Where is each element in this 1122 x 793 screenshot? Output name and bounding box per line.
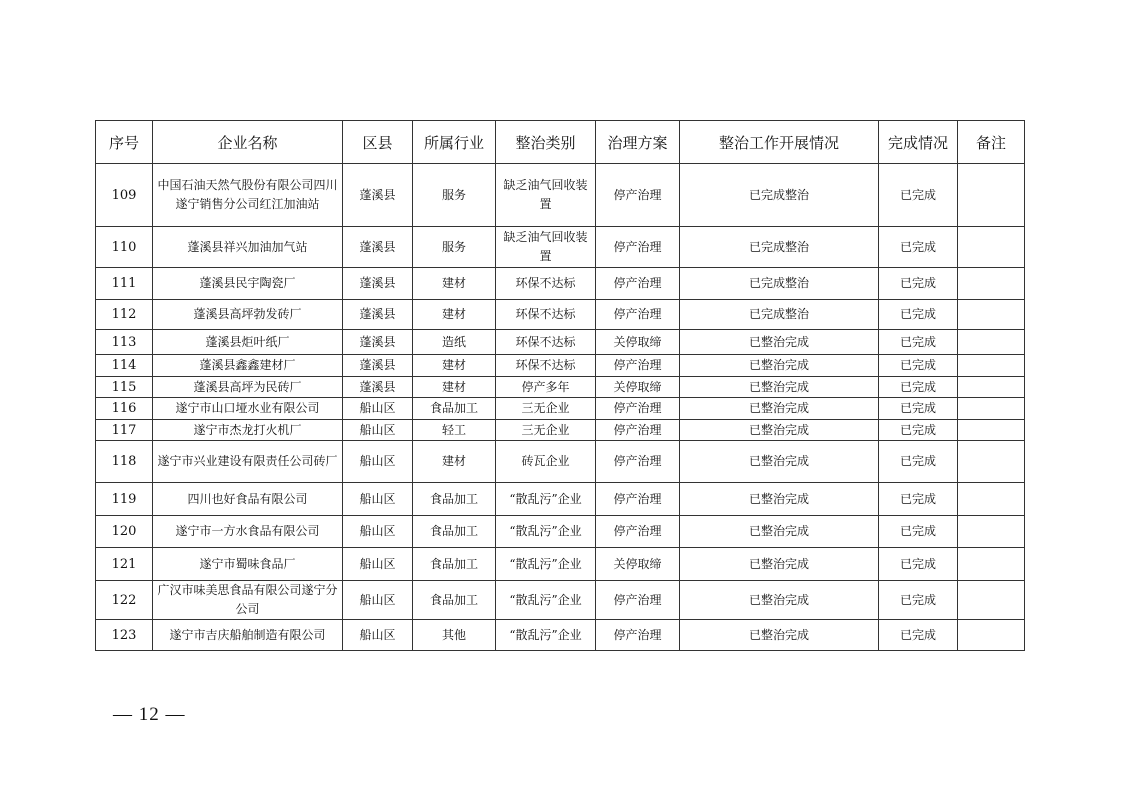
table-row — [96, 548, 1025, 581]
progress-cell: 已整治完成 — [680, 483, 879, 516]
treatment-plan-cell: 关停取缔 — [596, 377, 680, 398]
county-cell: 蓬溪县 — [343, 377, 413, 398]
table-row — [96, 516, 1025, 548]
county-cell: 蓬溪县 — [343, 227, 413, 268]
category-cell: 环保不达标 — [496, 300, 596, 330]
remark-cell — [958, 330, 1025, 355]
row-no-cell: 123 — [96, 620, 153, 651]
county-cell: 船山区 — [343, 420, 413, 441]
industry-cell: 食品加工 — [413, 581, 496, 620]
completion-status-cell: 已完成 — [879, 330, 958, 355]
row-no-cell: 109 — [96, 164, 153, 227]
category-cell: “散乱污”企业 — [496, 581, 596, 620]
row-no-cell: 114 — [96, 355, 153, 377]
treatment-plan-cell: 停产治理 — [596, 441, 680, 483]
progress-cell: 已整治完成 — [680, 330, 879, 355]
table-header-row — [96, 121, 1025, 164]
treatment-plan-cell: 停产治理 — [596, 164, 680, 227]
page-number: — 12 — — [113, 704, 186, 725]
table-row — [96, 330, 1025, 355]
category-cell: “散乱污”企业 — [496, 516, 596, 548]
remark-cell — [958, 227, 1025, 268]
completion-status-cell: 已完成 — [879, 441, 958, 483]
category-cell: 环保不达标 — [496, 330, 596, 355]
progress-cell: 已整治完成 — [680, 420, 879, 441]
table-row — [96, 355, 1025, 377]
industry-cell: 食品加工 — [413, 516, 496, 548]
header-cell-category: 整治类别 — [496, 121, 596, 164]
row-no-cell: 110 — [96, 227, 153, 268]
remark-cell — [958, 398, 1025, 420]
category-cell: “散乱污”企业 — [496, 620, 596, 651]
table-row — [96, 441, 1025, 483]
progress-cell: 已整治完成 — [680, 441, 879, 483]
treatment-plan-cell: 停产治理 — [596, 300, 680, 330]
company-name-cell: 遂宁市吉庆船舶制造有限公司 — [153, 620, 343, 651]
category-cell: 三无企业 — [496, 420, 596, 441]
table-row — [96, 420, 1025, 441]
progress-cell: 已整治完成 — [680, 548, 879, 581]
completion-status-cell: 已完成 — [879, 398, 958, 420]
header-cell-plan: 治理方案 — [596, 121, 680, 164]
table-row — [96, 581, 1025, 620]
remark-cell — [958, 620, 1025, 651]
table-row — [96, 268, 1025, 300]
company-name-cell: 中国石油天然气股份有限公司四川遂宁销售分公司红江加油站 — [153, 164, 343, 227]
completion-status-cell: 已完成 — [879, 300, 958, 330]
county-cell: 蓬溪县 — [343, 164, 413, 227]
remark-cell — [958, 164, 1025, 227]
row-no-cell: 113 — [96, 330, 153, 355]
remark-cell — [958, 420, 1025, 441]
completion-status-cell: 已完成 — [879, 268, 958, 300]
row-no-cell: 117 — [96, 420, 153, 441]
category-cell: 环保不达标 — [496, 355, 596, 377]
remark-cell — [958, 483, 1025, 516]
row-no-cell: 120 — [96, 516, 153, 548]
treatment-plan-cell: 停产治理 — [596, 483, 680, 516]
company-name-cell: 蓬溪县炬叶纸厂 — [153, 330, 343, 355]
category-cell: “散乱污”企业 — [496, 483, 596, 516]
company-name-cell: 遂宁市兴业建设有限责任公司砖厂 — [153, 441, 343, 483]
industry-cell: 建材 — [413, 441, 496, 483]
category-cell: 环保不达标 — [496, 268, 596, 300]
treatment-plan-cell: 停产治理 — [596, 516, 680, 548]
table-row — [96, 300, 1025, 330]
remark-cell — [958, 548, 1025, 581]
remark-cell — [958, 355, 1025, 377]
header-cell-no: 序号 — [96, 121, 153, 164]
row-no-cell: 122 — [96, 581, 153, 620]
table-row — [96, 164, 1025, 227]
county-cell: 船山区 — [343, 620, 413, 651]
company-name-cell: 蓬溪县祥兴加油加气站 — [153, 227, 343, 268]
category-cell: 砖瓦企业 — [496, 441, 596, 483]
treatment-plan-cell: 停产治理 — [596, 581, 680, 620]
progress-cell: 已整治完成 — [680, 355, 879, 377]
industry-cell: 建材 — [413, 377, 496, 398]
county-cell: 船山区 — [343, 548, 413, 581]
county-cell: 船山区 — [343, 516, 413, 548]
company-name-cell: 四川也好食品有限公司 — [153, 483, 343, 516]
progress-cell: 已完成整治 — [680, 227, 879, 268]
completion-status-cell: 已完成 — [879, 420, 958, 441]
table-row — [96, 377, 1025, 398]
header-cell-remark: 备注 — [958, 121, 1025, 164]
industry-cell: 建材 — [413, 268, 496, 300]
completion-status-cell: 已完成 — [879, 377, 958, 398]
company-name-cell: 遂宁市山口垭水业有限公司 — [153, 398, 343, 420]
remark-cell — [958, 581, 1025, 620]
progress-cell: 已整治完成 — [680, 398, 879, 420]
company-name-cell: 遂宁市一方水食品有限公司 — [153, 516, 343, 548]
completion-status-cell: 已完成 — [879, 355, 958, 377]
completion-status-cell: 已完成 — [879, 227, 958, 268]
treatment-plan-cell: 关停取缔 — [596, 330, 680, 355]
table-row — [96, 398, 1025, 420]
industry-cell: 造纸 — [413, 330, 496, 355]
completion-status-cell: 已完成 — [879, 581, 958, 620]
completion-status-cell: 已完成 — [879, 516, 958, 548]
county-cell: 船山区 — [343, 398, 413, 420]
progress-cell: 已整治完成 — [680, 377, 879, 398]
remark-cell — [958, 300, 1025, 330]
table-row — [96, 620, 1025, 651]
company-name-cell: 蓬溪县高坪勃发砖厂 — [153, 300, 343, 330]
industry-cell: 轻工 — [413, 420, 496, 441]
rectification-table — [95, 120, 1025, 651]
company-name-cell: 蓬溪县鑫鑫建材厂 — [153, 355, 343, 377]
industry-cell: 服务 — [413, 227, 496, 268]
progress-cell: 已完成整治 — [680, 164, 879, 227]
county-cell: 船山区 — [343, 441, 413, 483]
remark-cell — [958, 516, 1025, 548]
treatment-plan-cell: 停产治理 — [596, 420, 680, 441]
county-cell: 船山区 — [343, 483, 413, 516]
industry-cell: 食品加工 — [413, 398, 496, 420]
industry-cell: 服务 — [413, 164, 496, 227]
company-name-cell: 遂宁市杰龙打火机厂 — [153, 420, 343, 441]
progress-cell: 已完成整治 — [680, 268, 879, 300]
treatment-plan-cell: 停产治理 — [596, 227, 680, 268]
progress-cell: 已整治完成 — [680, 620, 879, 651]
table-row — [96, 227, 1025, 268]
progress-cell: 已整治完成 — [680, 581, 879, 620]
remark-cell — [958, 377, 1025, 398]
row-no-cell: 115 — [96, 377, 153, 398]
row-no-cell: 116 — [96, 398, 153, 420]
treatment-plan-cell: 停产治理 — [596, 268, 680, 300]
category-cell: 三无企业 — [496, 398, 596, 420]
completion-status-cell: 已完成 — [879, 164, 958, 227]
progress-cell: 已整治完成 — [680, 516, 879, 548]
county-cell: 蓬溪县 — [343, 330, 413, 355]
company-name-cell: 遂宁市蜀味食品厂 — [153, 548, 343, 581]
category-cell: 缺乏油气回收装置 — [496, 164, 596, 227]
row-no-cell: 112 — [96, 300, 153, 330]
completion-status-cell: 已完成 — [879, 620, 958, 651]
header-cell-industry: 所属行业 — [413, 121, 496, 164]
row-no-cell: 111 — [96, 268, 153, 300]
county-cell: 蓬溪县 — [343, 268, 413, 300]
industry-cell: 食品加工 — [413, 548, 496, 581]
company-name-cell: 广汉市味美思食品有限公司遂宁分公司 — [153, 581, 343, 620]
county-cell: 船山区 — [343, 581, 413, 620]
completion-status-cell: 已完成 — [879, 548, 958, 581]
treatment-plan-cell: 关停取缔 — [596, 548, 680, 581]
industry-cell: 建材 — [413, 355, 496, 377]
industry-cell: 建材 — [413, 300, 496, 330]
completion-status-cell: 已完成 — [879, 483, 958, 516]
county-cell: 蓬溪县 — [343, 355, 413, 377]
header-cell-county: 区县 — [343, 121, 413, 164]
company-name-cell: 蓬溪县民宇陶瓷厂 — [153, 268, 343, 300]
treatment-plan-cell: 停产治理 — [596, 398, 680, 420]
treatment-plan-cell: 停产治理 — [596, 355, 680, 377]
industry-cell: 其他 — [413, 620, 496, 651]
category-cell: “散乱污”企业 — [496, 548, 596, 581]
company-name-cell: 蓬溪县高坪为民砖厂 — [153, 377, 343, 398]
table-row — [96, 483, 1025, 516]
treatment-plan-cell: 停产治理 — [596, 620, 680, 651]
row-no-cell: 121 — [96, 548, 153, 581]
header-cell-status: 完成情况 — [879, 121, 958, 164]
progress-cell: 已完成整治 — [680, 300, 879, 330]
row-no-cell: 119 — [96, 483, 153, 516]
header-cell-progress: 整治工作开展情况 — [680, 121, 879, 164]
category-cell: 停产多年 — [496, 377, 596, 398]
header-cell-name: 企业名称 — [153, 121, 343, 164]
category-cell: 缺乏油气回收装置 — [496, 227, 596, 268]
remark-cell — [958, 268, 1025, 300]
remark-cell — [958, 441, 1025, 483]
document-sheet — [95, 120, 1024, 651]
county-cell: 蓬溪县 — [343, 300, 413, 330]
industry-cell: 食品加工 — [413, 483, 496, 516]
row-no-cell: 118 — [96, 441, 153, 483]
